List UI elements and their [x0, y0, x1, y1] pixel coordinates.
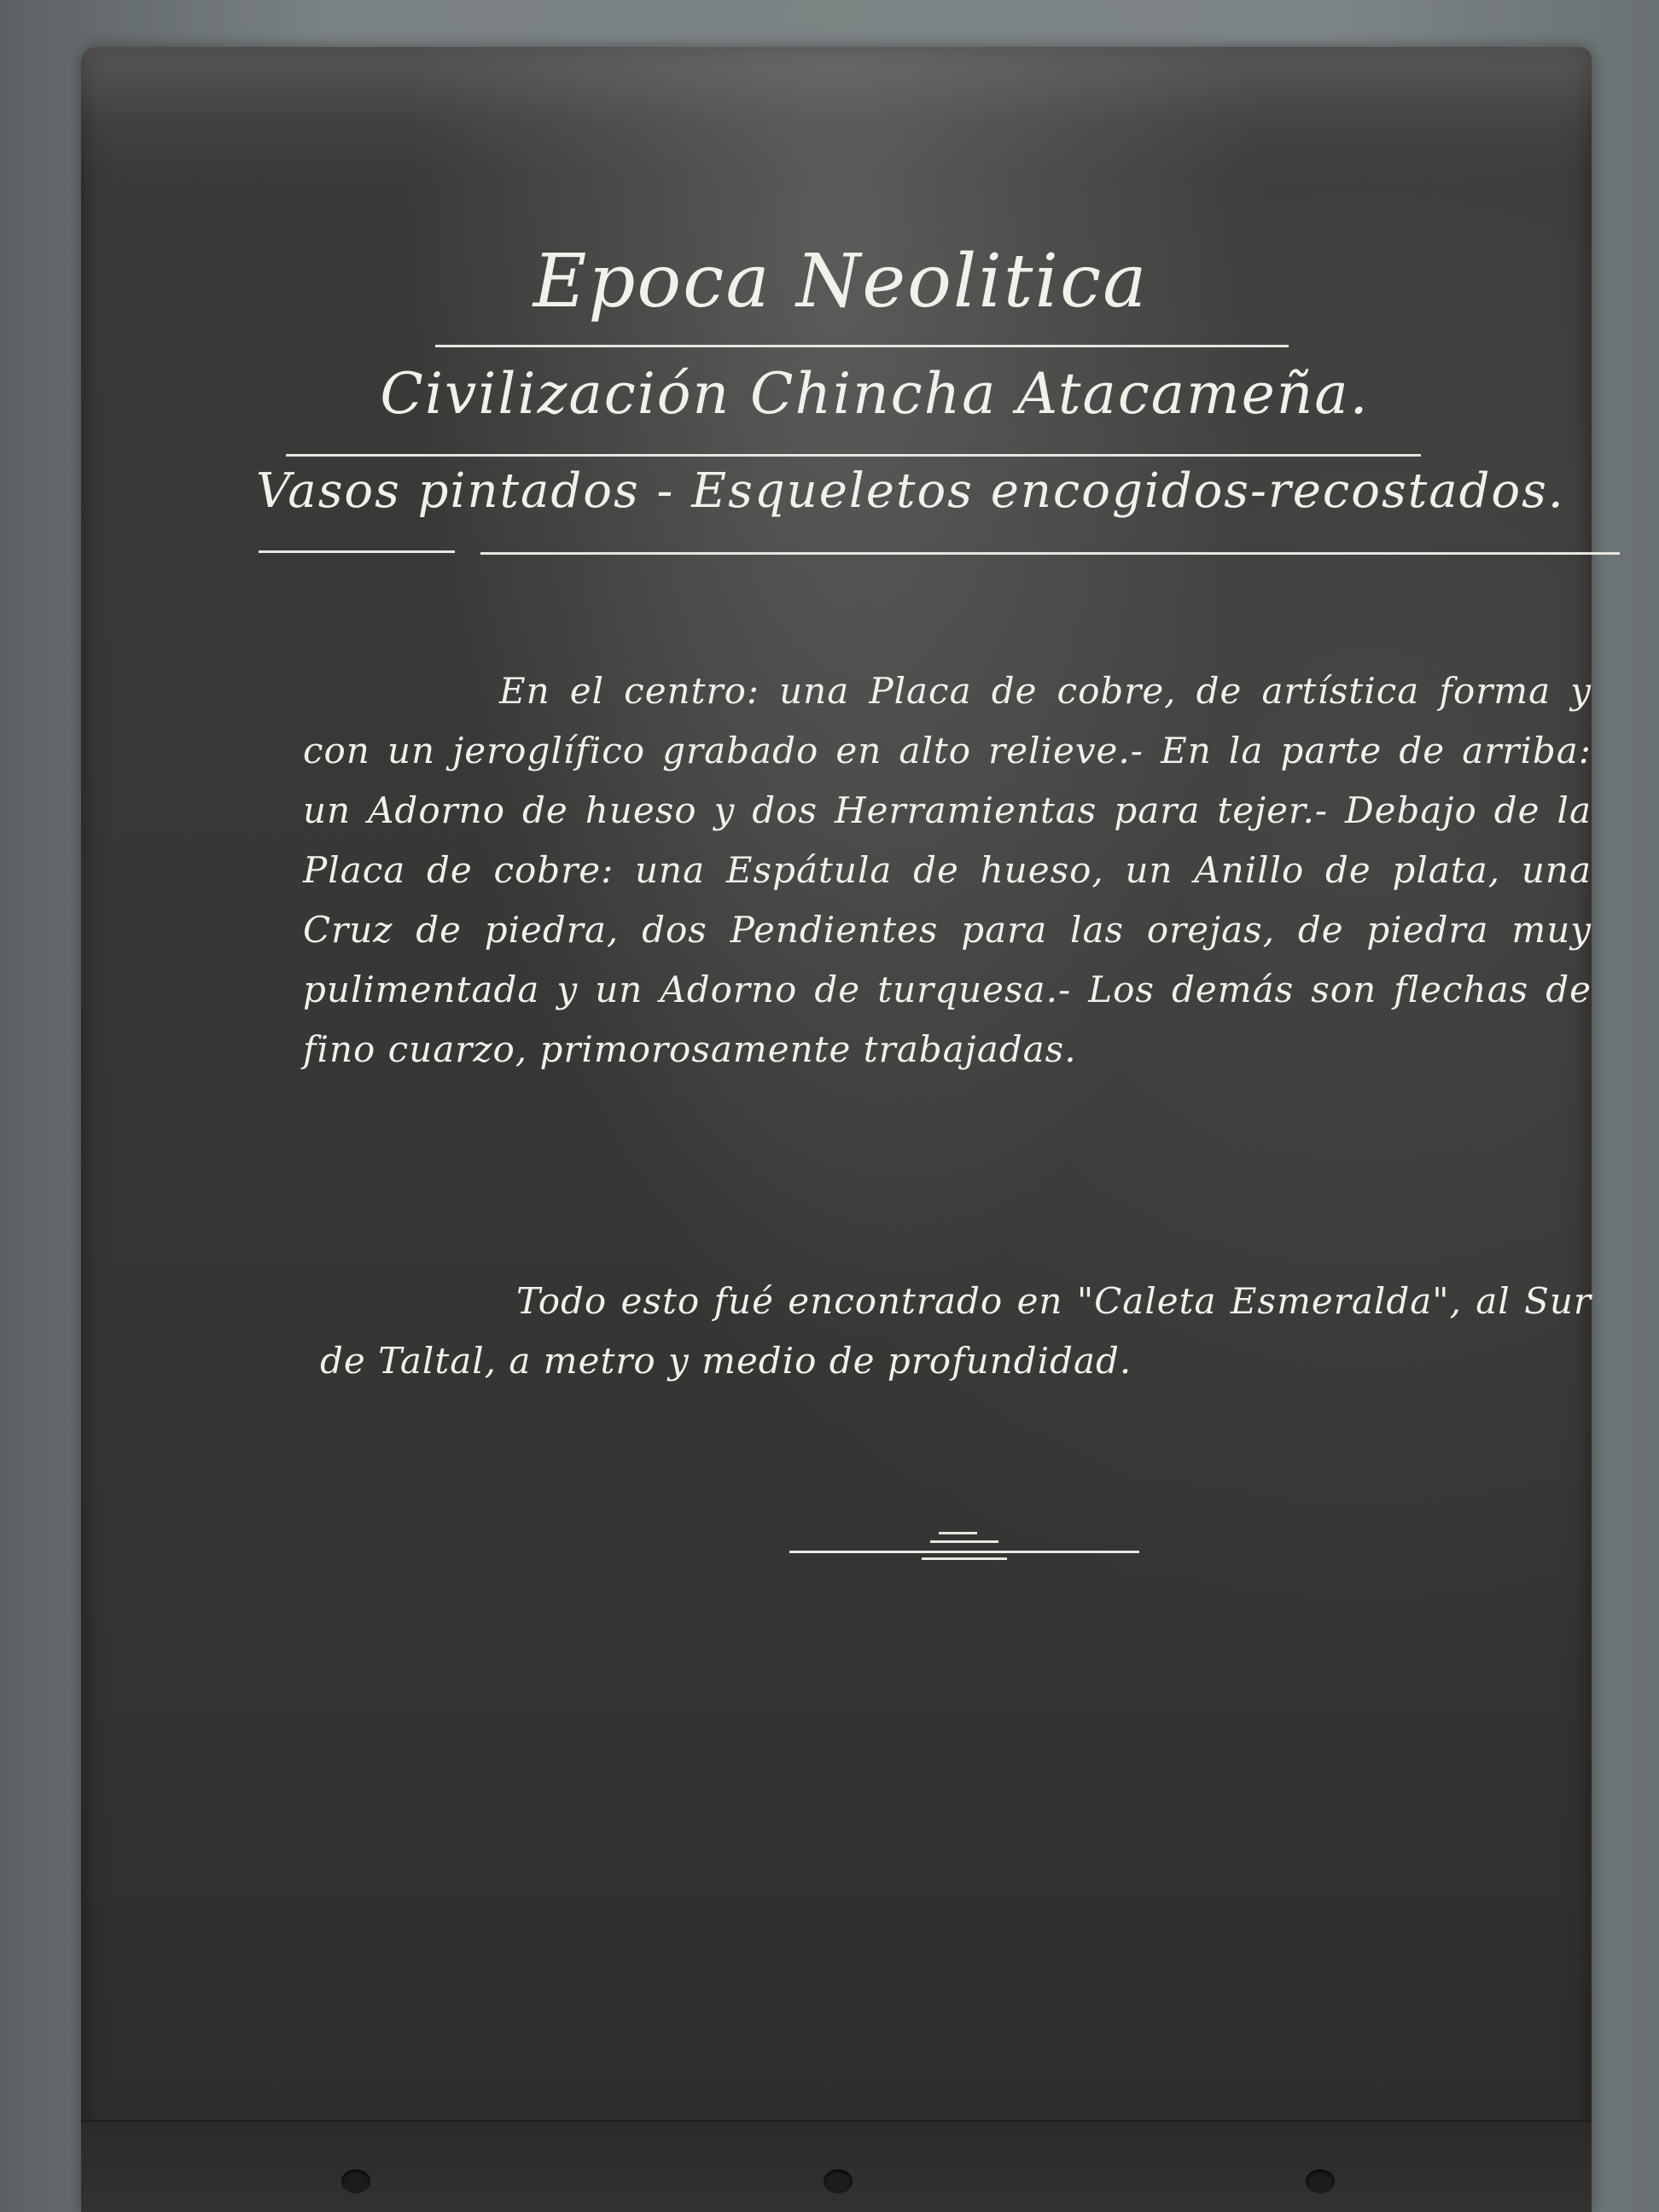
subheading-underline-right [480, 552, 1620, 555]
punch-hole [341, 2169, 370, 2193]
punch-hole [824, 2169, 853, 2193]
subheading-underline-left [259, 550, 455, 553]
document-subheading: Vasos pintados - Esqueletos encogidos-recostados. [256, 463, 1565, 519]
bottom-binding-strip [81, 2120, 1592, 2212]
document-sheet [81, 47, 1592, 2212]
subtitle-underline [286, 454, 1421, 457]
title-underline [435, 345, 1289, 347]
document-subtitle: Civilización Chincha Atacameña. [380, 361, 1370, 427]
punch-hole [1306, 2169, 1335, 2193]
document-title: Epoca Neolitica [533, 239, 1149, 324]
closing-ornament [789, 1530, 1139, 1573]
body-paragraph-2: Todo esto fué encontrado en "Caleta Esmeralda", al Sur de Taltal, a metro y medio de profundidad. [320, 1280, 1592, 1382]
body-paragraph-1: En el centro: una Placa de cobre, de artística forma y con un jeroglífico grabado en alto relieve.- En la parte de arriba: un Adorno de hueso y dos Herramientas para tejer.- Debajo de la Placa de cobre: una Espátula de hueso, un Anillo de plata, una Cruz de piedra, dos Pendientes para las orejas, de piedra muy pulimentada y un Adorno de turquesa.- Los demás son flechas de fino cuarzo, primorosamente trabajadas. [303, 670, 1592, 1070]
